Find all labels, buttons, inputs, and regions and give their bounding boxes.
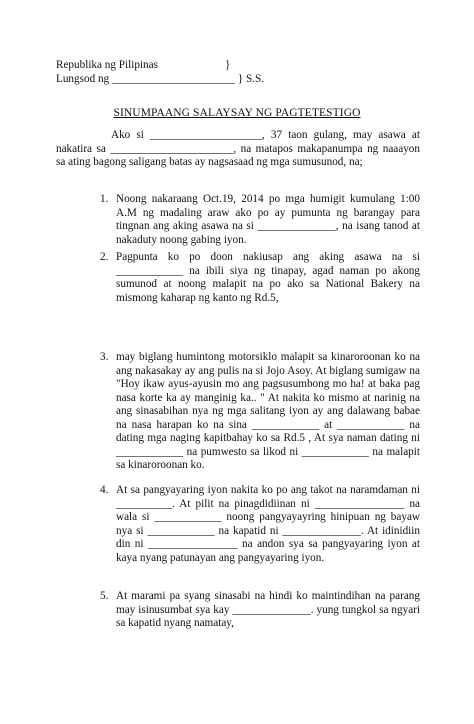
document-title: SINUMPAANG SALAYSAY NG PAGTETESTIGO — [113, 107, 361, 119]
item-number: 2. — [100, 251, 109, 263]
intro-text: Ako si ____________________, 37 taon gulang, may asawa at nakatira sa ______________________, na matapos makapanumpa ng naaayon sa ating bagong saligang batas ay nagsasaad ng mga sumusunod, na; — [56, 129, 420, 168]
list-item — [100, 484, 420, 565]
list-item — [100, 193, 420, 247]
item-number: 1. — [100, 193, 109, 205]
list-item — [100, 251, 420, 305]
header-republic-line: Republika ng Pilipinas } — [56, 59, 231, 71]
item-number: 5. — [100, 590, 109, 602]
item-number: 4. — [100, 484, 109, 496]
intro-paragraph — [56, 129, 420, 170]
list-item — [100, 590, 420, 631]
item-number: 3. — [100, 351, 109, 363]
item-text: At sa pangyayaring iyon nakita ko po ang takot na naramdaman ni __________. At pilit na pinagdidiinan ni ________________ na wala si ____________ noong pangyayayring hinipuan ng bayaw nya si ____________ na kapatid ni ______________. At idinidiin din ni ________________ na andon sya sa pangyayaring iyon at kaya nyang patunayan ang pangyayaring iyon. — [116, 484, 420, 564]
header-block — [56, 58, 436, 86]
item-text: may biglang humintong motorsiklo malapit sa kinaroroonan ko na ang nakasakay ay ang pulis na si Jojo Asoy. At biglang sumigaw na "Hoy ikaw ayus-ayusin mo ang pagsusumbong mo ha! at baka pag nasa korte ka ay manginig ka.. " At nakita ko mismo at narinig na ang sinasabihan nya ng mga salitang iyon ay ang dalawang babae na nasa harapan ko na sina ____________ at ____________ na dating mga naging kapitbahay ko sa Rd.5 , At sya naman dating ni ____________ na pumwesto sa likod ni ____________ na malapit sa kinaroroonan ko. — [116, 351, 420, 471]
item-text: Pagpunta ko po doon nakiusap ang aking asawa na si ____________ na ibili siya ng tinapay, agad naman po akong sumunod at noong malapit na po ako sa National Bakery na mismong kaharap ng kanto ng Rd.5, — [116, 251, 420, 304]
item-text: Noong nakaraang Oct.19, 2014 po mga humigit kumulang 1:00 A.M ng madaling araw ako po ay pumunta ng barangay para tingnan ang aking asawa na si ______________, na isang tanod at nakaduty noong gabing iyon. — [116, 193, 420, 246]
header-city-line: Lungsod ng ______________________ } S.S. — [56, 73, 265, 85]
item-text: At marami pa syang sinasabi na hindi ko maintindihan na parang may isinusumbat sya kay ______________. yung tungkol sa ngyari sa kapatid nyang namatay, — [116, 590, 420, 629]
list-item — [100, 351, 420, 473]
